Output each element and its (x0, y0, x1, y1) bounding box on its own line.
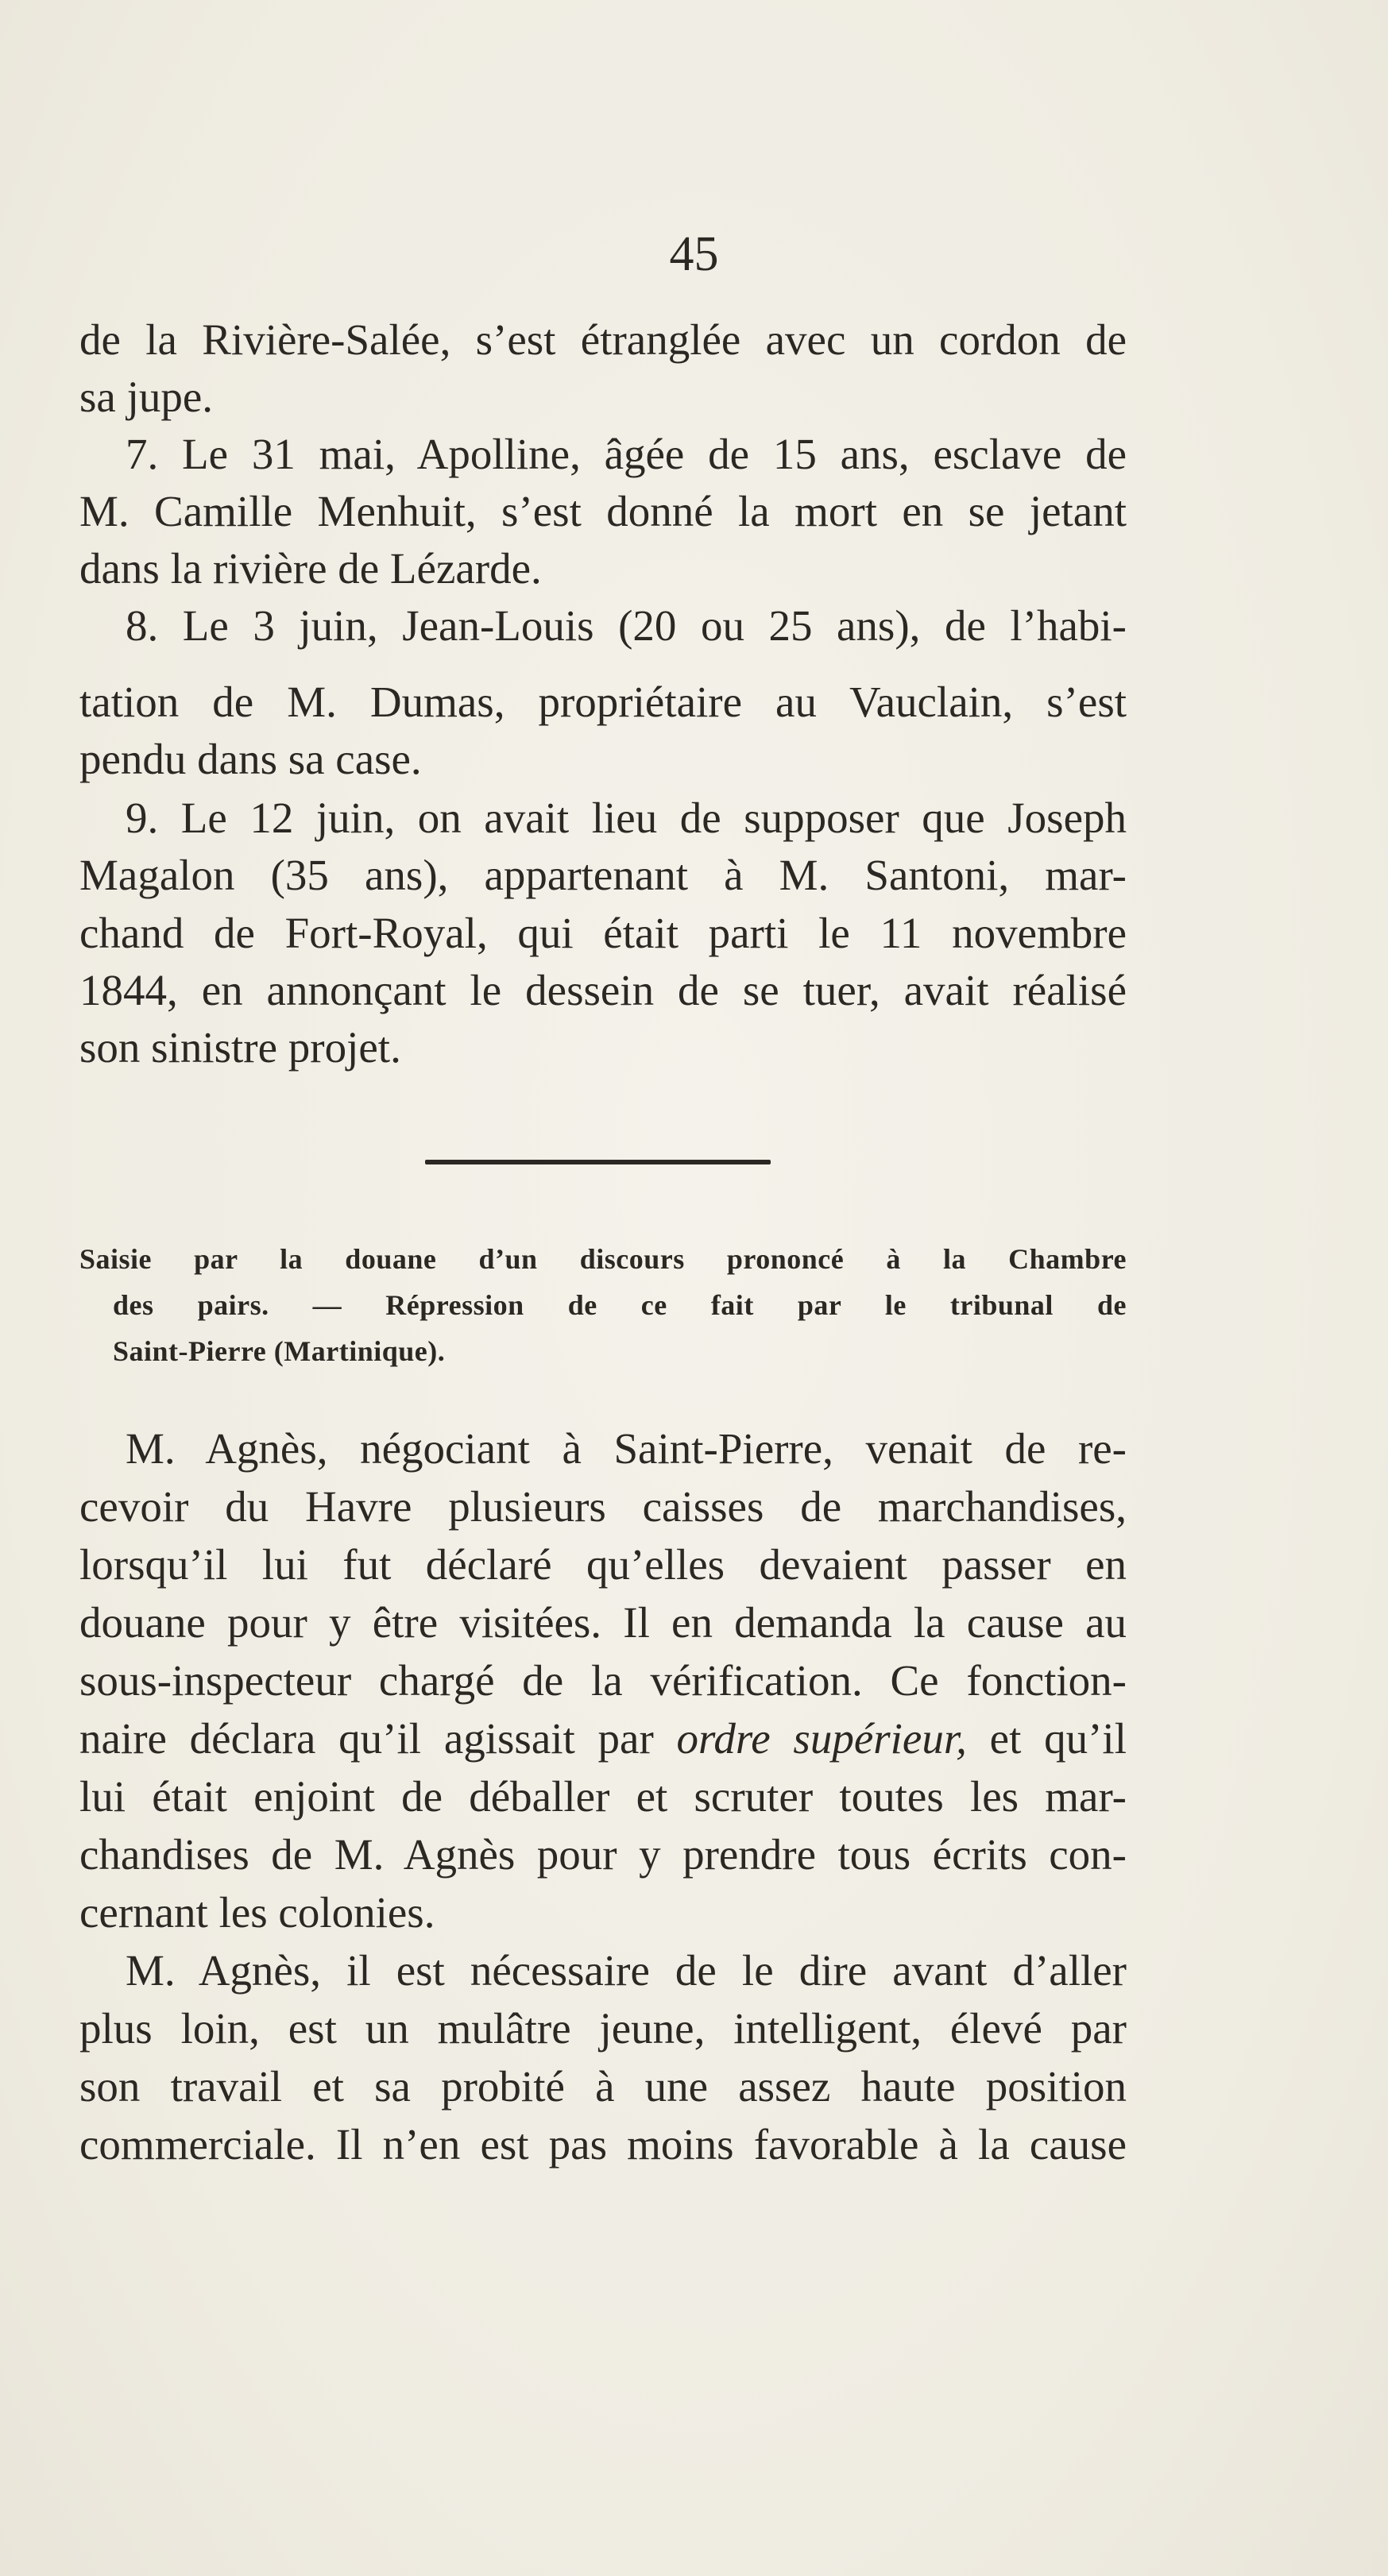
text-line: M. Agnès, il est nécessaire de le dire avant d’aller (126, 1946, 1127, 1995)
text-line: son travail et sa probité à une assez haute position (79, 2062, 1127, 2111)
text-line: Magalon (35 ans), appartenant à M. Santoni, mar- (79, 851, 1127, 899)
section-heading-line: Saint-Pierre (Martinique). (113, 1335, 446, 1367)
text-line: 8. Le 3 juin, Jean-Louis (20 ou 25 ans), de l’habi- (126, 601, 1127, 650)
text-line: M. Camille Menhuit, s’est donné la mort en se jetant (79, 487, 1127, 535)
text-line (79, 1710, 1127, 1767)
text-line: sa jupe. (79, 373, 214, 421)
text-line: pendu dans sa case. (79, 735, 422, 783)
text-line: cernant les colonies. (79, 1888, 435, 1937)
text-segment: naire déclara qu’il agissait par (79, 1714, 677, 1763)
text-line: M. Agnès, négociant à Saint-Pierre, venait de re- (126, 1424, 1127, 1473)
text-line: chandises de M. Agnès pour y prendre tous écrits con- (79, 1830, 1127, 1879)
text-line: 9. Le 12 juin, on avait lieu de supposer que Joseph (126, 794, 1127, 842)
text-line: 7. Le 31 mai, Apolline, âgée de 15 ans, esclave de (126, 430, 1127, 478)
text-line: sous-inspecteur chargé de la vérification. Ce fonction- (79, 1656, 1127, 1705)
text-line: dans la rivière de Lézarde. (79, 544, 542, 593)
section-heading-line: des pairs. — Répression de ce fait par le tribunal de (113, 1289, 1127, 1321)
text-line: 1844, en annonçant le dessein de se tuer, avait réalisé (79, 966, 1127, 1014)
text-line: chand de Fort-Royal, qui était parti le 11 novembre (79, 909, 1127, 957)
text-line: lui était enjoint de déballer et scruter toutes les mar- (79, 1772, 1127, 1821)
text-line: cevoir du Havre plusieurs caisses de marchandises, (79, 1482, 1127, 1531)
text-line: plus loin, est un mulâtre jeune, intelligent, élevé par (79, 2004, 1127, 2053)
page-number: 45 (669, 227, 719, 281)
text-line: lorsqu’il lui fut déclaré qu’elles devaient passer en (79, 1540, 1127, 1589)
section-divider (425, 1160, 771, 1164)
text-segment: et qu’il (966, 1714, 1127, 1763)
text-line: de la Rivière-Salée, s’est étranglée avec un cordon de (79, 315, 1127, 364)
text-line: douane pour y être visitées. Il en demanda la cause au (79, 1598, 1127, 1647)
italic-phrase: ordre supérieur, (676, 1714, 967, 1763)
section-heading-line: Saisie par la douane d’un discours prononcé à la Chambre (79, 1243, 1127, 1275)
text-line: commerciale. Il n’en est pas moins favorable à la cause (79, 2120, 1127, 2169)
text-line: tation de M. Dumas, propriétaire au Vauclain, s’est (79, 678, 1127, 726)
text-line: son sinistre projet. (79, 1023, 401, 1072)
